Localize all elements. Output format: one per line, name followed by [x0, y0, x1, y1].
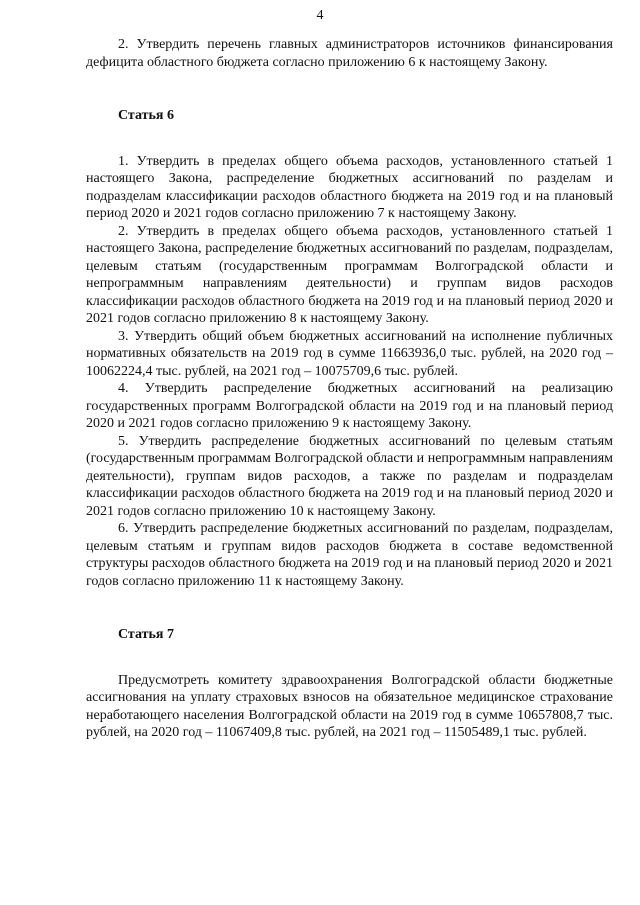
- article-6-paragraph-3: 3. Утвердить общий объем бюджетных ассигнований на исполнение публичных нормативных обязательств на 2019 год в сумме 11663936,0 тыс. рублей, на 2020 год – 10062224,4 тыс. рублей, на 2021 год – 10075709,6 тыс. рублей.: [86, 328, 613, 379]
- article-6-paragraph-2: 2. Утвердить в пределах общего объема расходов, установленного статьей 1 настоящего Закона, распределение бюджетных ассигнований по разделам, подразделам, целевым статьям (государственным программам Волгоградской области и непрограммным направлениям деятельности) и группам видов расходов классификации расходов областного бюджета на 2019 год и на плановый период 2020 и 2021 годов согласно приложению 8 к настоящему Закону.: [86, 223, 613, 326]
- paragraph: 2. Утвердить перечень главных администраторов источников финансирования дефицита областного бюджета согласно приложению 6 к настоящему Закону.: [86, 37, 613, 70]
- article-6-paragraph-6: 6. Утвердить распределение бюджетных ассигнований по разделам, подразделам, целевым статьям и группам видов расходов бюджета в составе ведомственной структуры расходов областного бюджета на 2019 год и на плановый период 2020 и 2021 годов согласно приложению 11 к настоящему Закону.: [86, 521, 613, 589]
- article-7-heading: Статья 7: [118, 627, 174, 642]
- article-7-paragraph-1: Предусмотреть комитету здравоохранения Волгоградской области бюджетные ассигнования на уплату страховых взносов на обязательное медицинское страхование неработающего населения Волгоградской области на 2019 год в сумме 10657808,7 тыс. рублей, на 2020 год – 11067409,8 тыс. рублей, на 2021 год – 11505489,1 тыс. рублей.: [86, 672, 613, 740]
- article-6-paragraph-4: 4. Утвердить распределение бюджетных ассигнований на реализацию государственных программ Волгоградской области на 2019 год и на плановый период 2020 и 2021 годов согласно приложению 9 к настоящему Закону.: [86, 381, 613, 431]
- article-6-paragraph-5: 5. Утвердить распределение бюджетных ассигнований по целевым статьям (государственным программам Волгоградской области и непрограммным направлениям деятельности), группам видов расходов, а также по разделам и подразделам классификации расходов областного бюджета на 2019 год и на плановый период 2020 и 2021 годов согласно приложению 10 к настоящему Закону.: [86, 433, 613, 519]
- page-number: 4: [316, 8, 324, 23]
- document-body: [86, 36, 613, 742]
- article-6-paragraph-1: 1. Утвердить в пределах общего объема расходов, установленного статьей 1 настоящего Закона, распределение бюджетных ассигнований по разделам и подразделам классификации расходов областного бюджета на 2019 год и на плановый период 2020 и 2021 годов согласно приложению 7 к настоящему Закону.: [86, 153, 613, 221]
- article-6-heading: Статья 6: [118, 108, 174, 123]
